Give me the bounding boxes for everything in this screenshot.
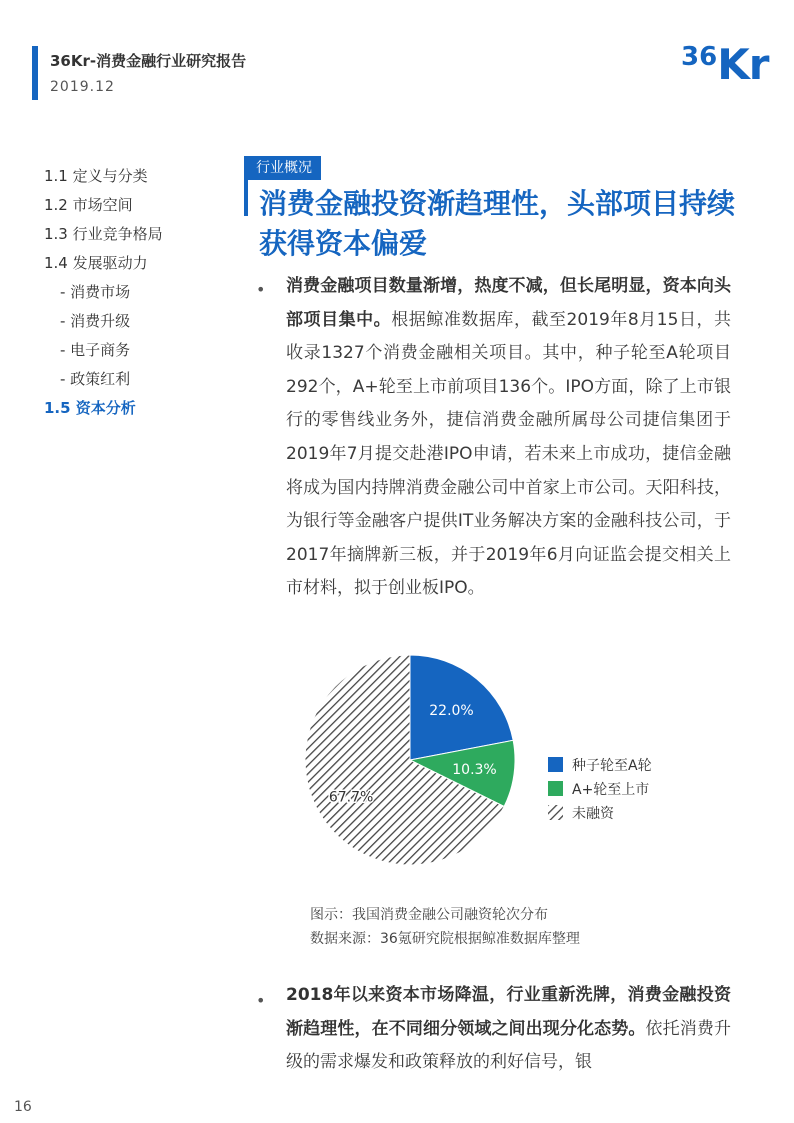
toc-item[interactable]: 1.2 市场空间 bbox=[44, 196, 133, 214]
paragraph-2-text: 依托消费升级的需求爆发和政策释放的利好信号，银 bbox=[286, 1018, 732, 1073]
paragraph-1-bold: 消费金融项目数量渐增，热度不减，但长尾明显，资本向头部项目集中。 bbox=[286, 276, 731, 330]
paragraph-1 bbox=[286, 270, 731, 606]
legend-label-1: A+轮至上市 bbox=[572, 782, 650, 798]
legend-swatch-0 bbox=[548, 757, 563, 772]
page-number: 16 bbox=[14, 1099, 32, 1115]
header-accent-bar bbox=[32, 46, 38, 100]
brand-logo: 36Kr bbox=[681, 40, 769, 89]
toc-item[interactable]: 1.4 发展驱动力 bbox=[44, 254, 148, 272]
financing-round-pie-chart bbox=[290, 655, 750, 885]
toc-item[interactable]: - 电子商务 bbox=[60, 341, 131, 359]
figure-source: 数据来源：36氪研究院根据鲸准数据库整理 bbox=[310, 931, 580, 947]
paragraph-1-text: 根据鲸准数据库，截至2019年8月15日，共收录1327个消费金融相关项目。其中，种子轮至A轮项目292个，A+轮至上市前项目136个。IPO方面，除了上市银行的零售线业务外，捷信消费金融所属母公司捷信集团于2019年7月提交赴港IPO申请，若未来上市成功，捷信金融将成为国内持牌消费金融公司中首家上市公司。天阳科技，为银行等金融客户提供IT业务解决方案的金融科技公司，于2017年摘牌新三板，并于2019年6月向证监会提交相关上市材料，拟于创业板IPO。 bbox=[286, 309, 732, 599]
figure-caption: 图示：我国消费金融公司融资轮次分布 bbox=[310, 907, 548, 923]
toc-item[interactable]: 1.5 资本分析 bbox=[44, 399, 136, 417]
toc-item[interactable]: 1.3 行业竞争格局 bbox=[44, 225, 163, 243]
pie-label-0: 22.0% bbox=[429, 702, 474, 719]
legend-label-2: 未融资 bbox=[572, 806, 614, 822]
legend-swatch-2 bbox=[548, 805, 563, 820]
report-title: 36Kr-消费金融行业研究报告 bbox=[50, 52, 247, 70]
title-accent-bar bbox=[244, 180, 248, 216]
bullet-1: • bbox=[256, 280, 266, 299]
paragraph-2 bbox=[286, 979, 731, 1080]
toc-item[interactable]: - 消费市场 bbox=[60, 283, 131, 301]
toc-item[interactable]: - 政策红利 bbox=[60, 370, 131, 388]
pie-label-2: 67.7% bbox=[328, 789, 374, 806]
paragraph-2-bold: 2018年以来资本市场降温，行业重新洗牌，消费金融投资渐趋理性，在不同细分领域之间出现分化态势。 bbox=[286, 985, 731, 1039]
legend-label-0: 种子轮至A轮 bbox=[572, 758, 652, 774]
toc-item[interactable]: 1.1 定义与分类 bbox=[44, 167, 148, 185]
section-tag: 行业概况 bbox=[244, 156, 321, 180]
bullet-2: • bbox=[256, 991, 266, 1010]
table-of-contents bbox=[44, 162, 244, 423]
report-date: 2019.12 bbox=[50, 79, 115, 95]
pie-label-1: 10.3% bbox=[452, 761, 497, 778]
main-title: 消费金融投资渐趋理性，头部项目持续获得资本偏爱 bbox=[259, 187, 736, 260]
toc-item[interactable]: - 消费升级 bbox=[60, 312, 131, 330]
legend-swatch-1 bbox=[548, 781, 563, 796]
